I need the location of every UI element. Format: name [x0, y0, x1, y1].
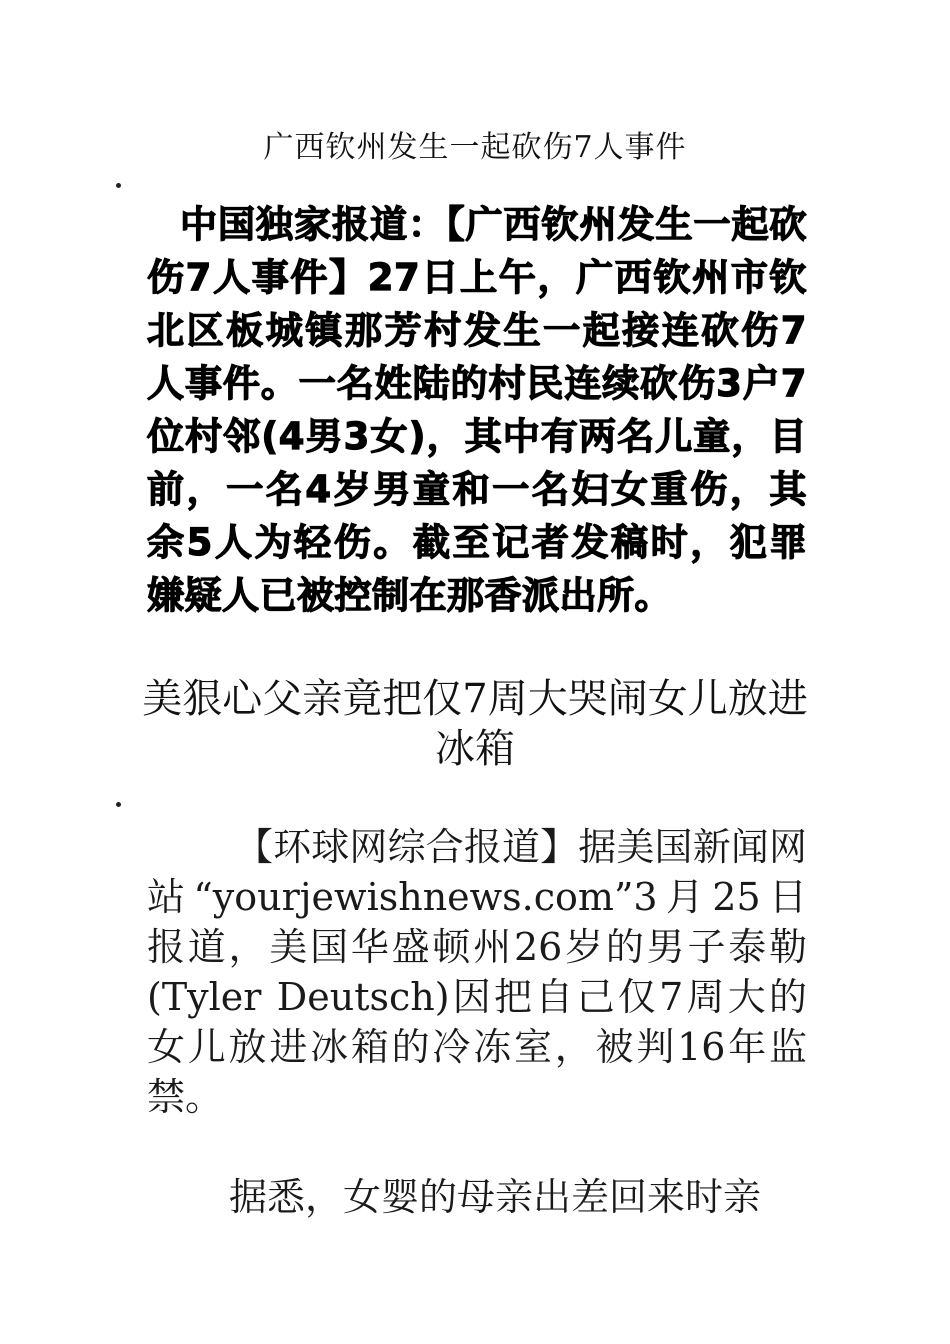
article-1-body: 中国独家报道：【广西钦州发生一起砍伤7人事件】27日上午，广西钦州市钦北区板城镇那芳村发生一起接连砍伤7人事件。一名姓陆的村民连续砍伤3户7位村邻(4男3女)，其中有两名儿童，目前，一名4岁男童和一名妇女重伤，其余5人为轻伤。截至记者发稿时，犯罪嫌疑人已被控制在那香派出所。: [147, 203, 807, 617]
article-2-title: 美狠心父亲竟把仅7周大哭闹女儿放进冰箱: [142, 676, 808, 772]
list-bullet: [116, 802, 121, 807]
article-2-paragraph-1: 【环球网综合报道】据美国新闻网站“yourjewishnews.com”3月25日报道，美国华盛顿州26岁的男子泰勒(Tyler Deutsch)因把自己仅7周大的女儿放进冰箱的冷冻室，被判16年监禁。: [147, 825, 807, 1119]
article-2-paragraph-2: 据悉，女婴的母亲出差回来时亲: [229, 1175, 762, 1219]
article-1-title: 广西钦州发生一起砍伤7人事件: [263, 130, 687, 165]
list-bullet: [116, 183, 121, 188]
